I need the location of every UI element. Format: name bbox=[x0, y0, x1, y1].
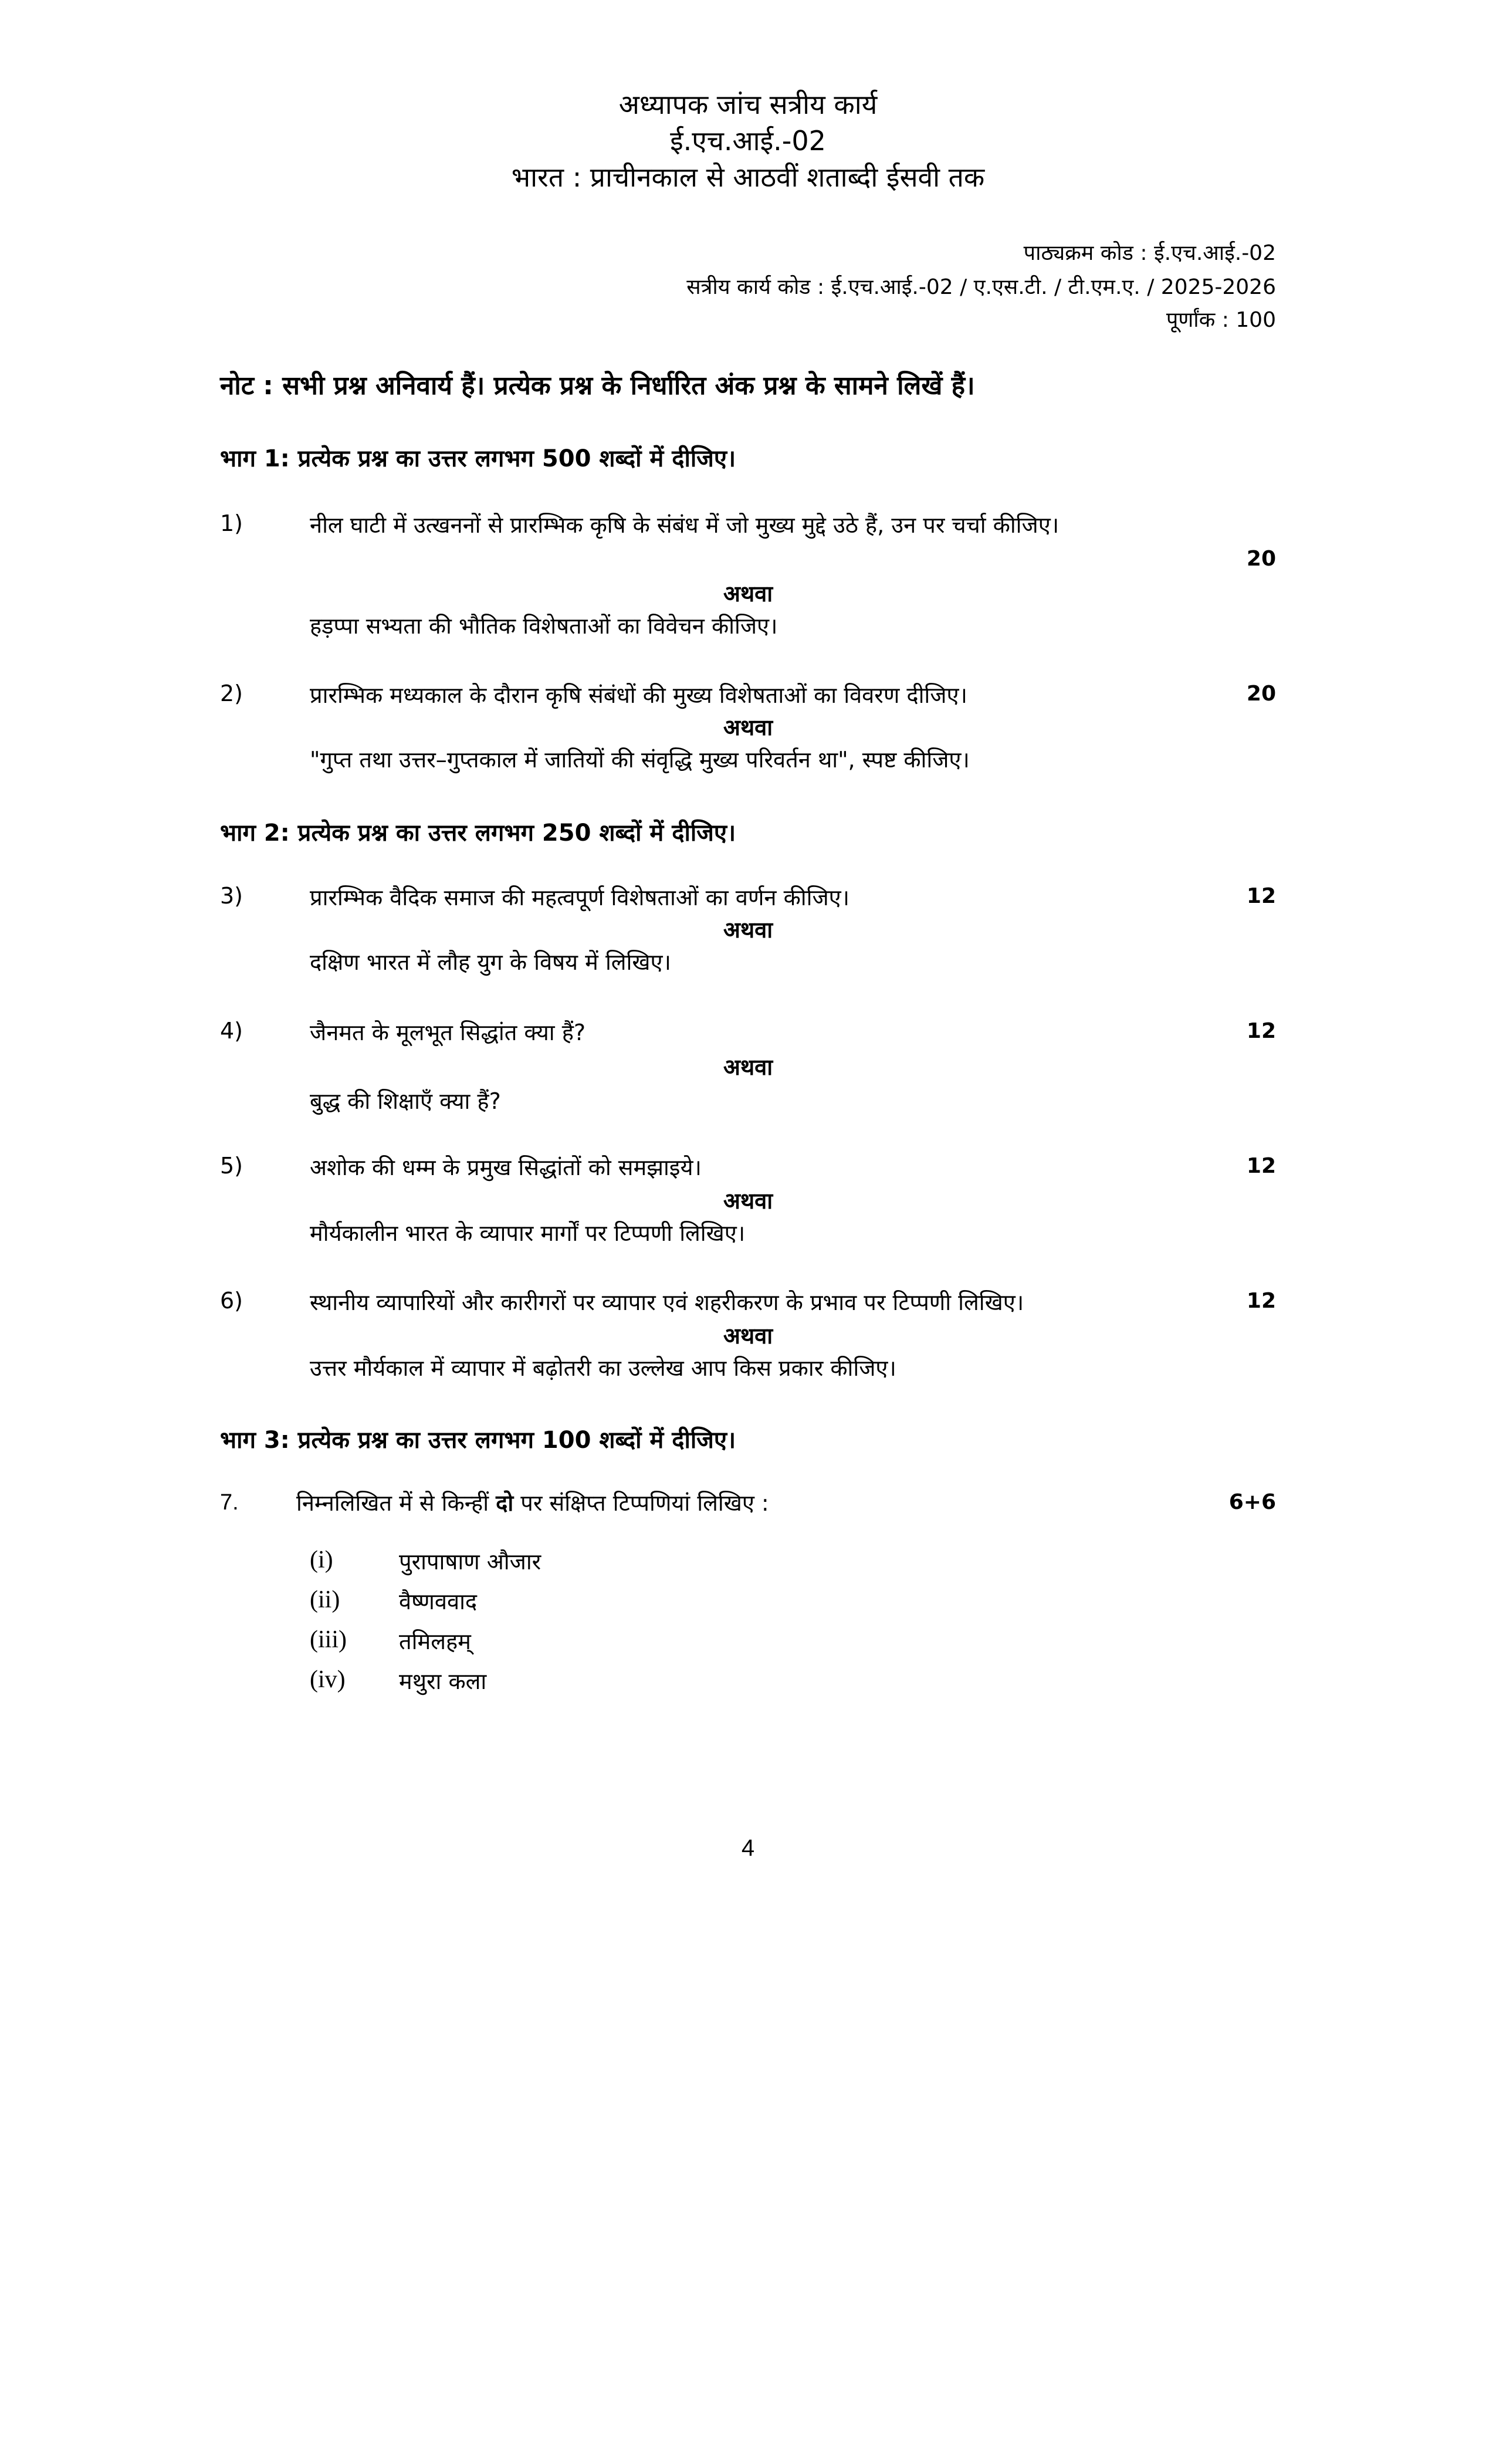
option-label: (iii) bbox=[310, 1626, 347, 1653]
question-marks: 6+6 bbox=[1228, 1490, 1276, 1514]
option-text: पुरापाषाण औजार bbox=[399, 1549, 541, 1575]
or-divider: अथवा bbox=[723, 1323, 773, 1349]
or-divider: अथवा bbox=[723, 917, 773, 943]
question-text: नील घाटी में उत्खननों से प्रारम्भिक कृषि के संबंध में जो मुख्य मुद्दे उठे हैं, उन पर चर्चा कीजिए। bbox=[310, 512, 1060, 538]
instructions-note: नोट : सभी प्रश्न अनिवार्य हैं। प्रत्येक प्रश्न के निर्धारित अंक प्रश्न के सामने लिखें हैं। bbox=[220, 371, 975, 401]
or-divider: अथवा bbox=[723, 1054, 773, 1080]
alternative-question: हड़प्पा सभ्यता की भौतिक विशेषताओं का विवेचन कीजिए। bbox=[310, 613, 778, 639]
assignment-code: सत्रीय कार्य कोड : ई.एच.आई.-02 / ए.एस.टी. / टी.एम.ए. / 2025-2026 bbox=[686, 275, 1276, 299]
question-number: 4) bbox=[220, 1018, 243, 1044]
or-divider: अथवा bbox=[723, 1188, 773, 1214]
question-marks: 12 bbox=[1246, 1289, 1276, 1313]
or-divider: अथवा bbox=[723, 581, 773, 607]
question-marks: 12 bbox=[1246, 1019, 1276, 1043]
q7-text-before: निम्नलिखित में से किन्हीं bbox=[296, 1490, 489, 1516]
alternative-question: दक्षिण भारत में लौह युग के विषय में लिखिए। bbox=[310, 949, 671, 975]
course-code: पाठ्यक्रम कोड : ई.एच.आई.-02 bbox=[1023, 241, 1276, 265]
question-text: अशोक की धम्म के प्रमुख सिद्धांतों को समझाइये। bbox=[310, 1155, 702, 1180]
question-number: 2) bbox=[220, 681, 243, 706]
question-marks: 20 bbox=[1246, 547, 1276, 571]
question-text: जैनमत के मूलभूत सिद्धांत क्या हैं? bbox=[310, 1020, 586, 1045]
question-text: प्रारम्भिक वैदिक समाज की महत्वपूर्ण विशेषताओं का वर्णन कीजिए। bbox=[310, 885, 850, 911]
course-title-code: ई.एच.आई.-02 bbox=[670, 125, 826, 157]
question-text: प्रारम्भिक मध्यकाल के दौरान कृषि संबंधों की मुख्य विशेषताओं का विवरण दीजिए। bbox=[310, 682, 967, 708]
option-label: (ii) bbox=[310, 1586, 340, 1613]
or-divider: अथवा bbox=[723, 715, 773, 740]
question-number: 6) bbox=[220, 1288, 243, 1314]
option-label: (iv) bbox=[310, 1666, 346, 1693]
document-title: अध्यापक जांच सत्रीय कार्य bbox=[618, 89, 878, 120]
question-number: 7. bbox=[220, 1490, 239, 1515]
option-label: (i) bbox=[310, 1546, 333, 1573]
option-text: तमिलहम् bbox=[399, 1629, 471, 1654]
section-heading-1: भाग 1: प्रत्येक प्रश्न का उत्तर लगभग 500 शब्दों में दीजिए। bbox=[220, 445, 736, 472]
question-text: स्थानीय व्यापारियों और कारीगरों पर व्यापार एवं शहरीकरण के प्रभाव पर टिप्पणी लिखिए। bbox=[310, 1289, 1024, 1315]
question-number: 5) bbox=[220, 1153, 243, 1179]
alternative-question: मौर्यकालीन भारत के व्यापार मार्गों पर टिप्पणी लिखिए। bbox=[310, 1220, 746, 1246]
question-number: 1) bbox=[220, 510, 243, 536]
max-marks: पूर्णांक : 100 bbox=[1166, 308, 1276, 332]
q7-emphasis: दो bbox=[496, 1490, 514, 1516]
alternative-question: उत्तर मौर्यकाल में व्यापार में बढ़ोतरी का उल्लेख आप किस प्रकार कीजिए। bbox=[310, 1355, 896, 1381]
section-heading-2: भाग 2: प्रत्येक प्रश्न का उत्तर लगभग 250 शब्दों में दीजिए। bbox=[220, 820, 736, 847]
option-text: मथुरा कला bbox=[399, 1668, 487, 1694]
alternative-question: "गुप्त तथा उत्तर–गुप्तकाल में जातियों की संवृद्धि मुख्य परिवर्तन था", स्पष्ट कीजिए। bbox=[310, 747, 970, 773]
course-title-name: भारत : प्राचीनकाल से आठवीं शताब्दी ईसवी तक bbox=[511, 161, 985, 193]
question-marks: 12 bbox=[1246, 1154, 1276, 1178]
q7-text-after: पर संक्षिप्त टिप्पणियां लिखिए : bbox=[520, 1490, 769, 1516]
option-text: वैष्णववाद bbox=[399, 1589, 478, 1615]
alternative-question: बुद्ध की शिक्षाएँ क्या हैं? bbox=[310, 1088, 501, 1114]
question-number: 3) bbox=[220, 883, 243, 909]
page-number: 4 bbox=[741, 1835, 755, 1861]
question-marks: 12 bbox=[1246, 884, 1276, 908]
question-marks: 20 bbox=[1246, 682, 1276, 706]
question-text bbox=[296, 1487, 769, 1518]
section-heading-3: भाग 3: प्रत्येक प्रश्न का उत्तर लगभग 100 शब्दों में दीजिए। bbox=[220, 1427, 736, 1454]
